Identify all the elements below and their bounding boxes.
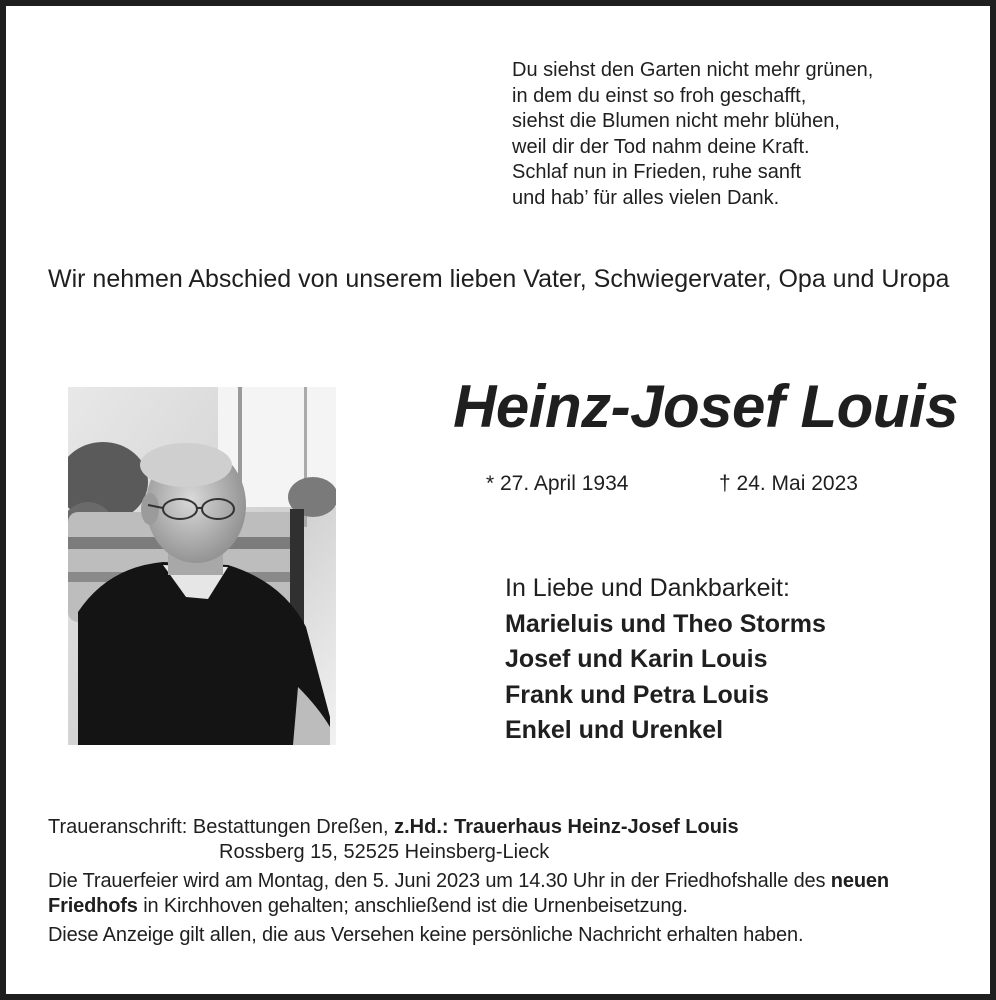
footer-info	[48, 815, 968, 948]
address-line2: Rossberg 15, 52525 Heinsberg-Lieck	[219, 841, 550, 863]
memorial-poem	[512, 58, 952, 211]
family-member: Marieluis und Theo Storms	[505, 609, 826, 638]
family-member: Frank und Petra Louis	[505, 680, 769, 709]
birth-date: * 27. April 1934	[486, 472, 629, 495]
farewell-intro: Wir nehmen Abschied von unserem lieben Vater, Schwiegervater, Opa und Uropa	[48, 265, 950, 293]
ceremony-bold: neuen Friedhofs	[48, 870, 889, 917]
notice-note: Diese Anzeige gilt allen, die aus Versehen keine persönliche Nachricht erhalten haben.	[48, 924, 804, 946]
family-block	[505, 571, 965, 749]
address-label: Traueranschrift:	[48, 816, 188, 838]
family-member: Enkel und Urenkel	[505, 716, 724, 744]
ceremony-part1: Die Trauerfeier wird am Montag, den 5. Juni 2023 um 14.30 Uhr in der Friedhofshalle des	[48, 870, 826, 892]
family-lead: In Liebe und Dankbarkeit:	[505, 574, 790, 602]
poem-line: und hab’ für alles vielen Dank.	[512, 186, 780, 209]
ceremony-info	[48, 869, 968, 919]
poem-line: weil dir der Tod nahm deine Kraft.	[512, 135, 810, 158]
family-member: Josef und Karin Louis	[505, 645, 768, 673]
poem-line: Du siehst den Garten nicht mehr grünen,	[512, 59, 874, 81]
poem-line: Schlaf nun in Frieden, ruhe sanft	[512, 161, 802, 183]
death-date: † 24. Mai 2023	[719, 472, 858, 495]
mourning-address	[48, 815, 968, 840]
deceased-name: Heinz-Josef Louis	[453, 373, 958, 440]
address-line1-b: z.Hd.: Trauerhaus Heinz-Josef Louis	[394, 816, 739, 838]
poem-line: siehst die Blumen nicht mehr blühen,	[512, 110, 840, 132]
address-line1-a: Bestattungen Dreßen,	[192, 816, 389, 838]
portrait-photo	[68, 387, 336, 745]
ceremony-part2: in Kirchhoven gehalten; anschließend ist die Urnenbeisetzung.	[143, 895, 688, 917]
portrait-photo-icon	[68, 387, 336, 745]
poem-line: in dem du einst so froh geschafft,	[512, 84, 807, 107]
